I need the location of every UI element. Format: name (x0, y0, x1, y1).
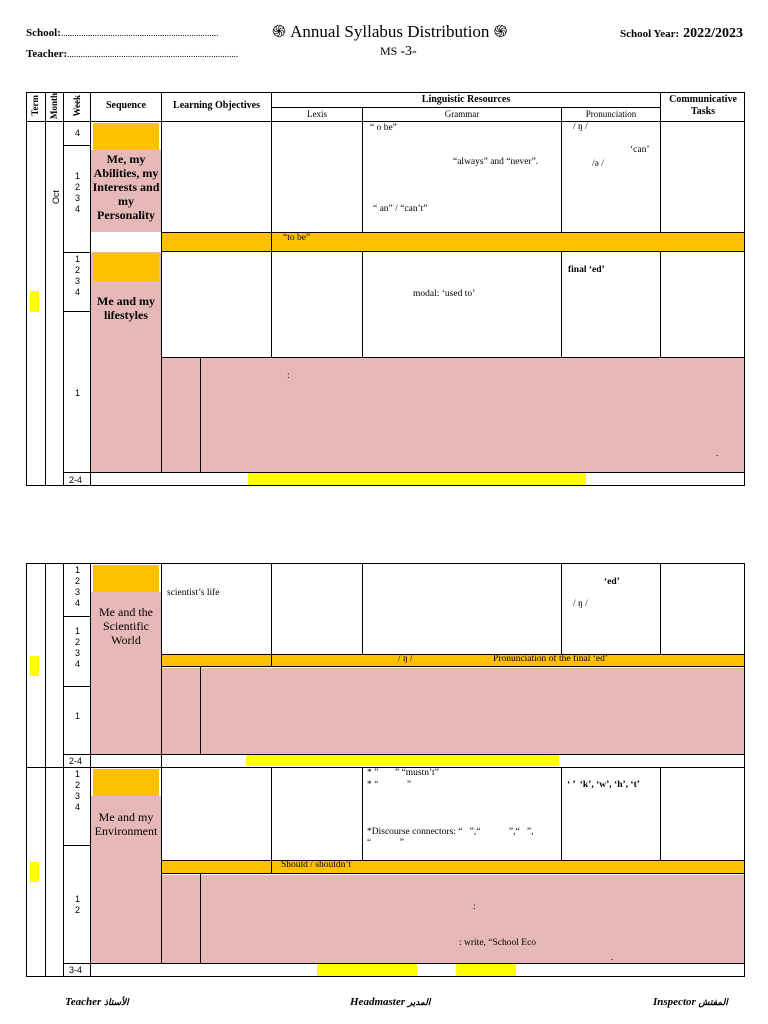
month-oct: Oct (51, 190, 61, 205)
grammar-mustnt: * ” ” “mustn’t” (367, 768, 439, 778)
sequence-highlight (93, 123, 159, 150)
page-title: ֍ Annual Syllabus Distribution ֍ (272, 22, 508, 41)
bar-to-be: “to be” (283, 233, 311, 243)
integration-bar (161, 860, 745, 874)
teacher-label: Teacher:............................................................................ (26, 48, 239, 60)
sequence-highlight (93, 769, 159, 796)
col-term: Term (30, 95, 40, 116)
assessment-bar (246, 755, 559, 766)
grammar-always-never: “always” and “never”. (453, 157, 539, 167)
bar-ng: / ŋ / (398, 654, 413, 664)
term-marker (30, 291, 39, 312)
pron-can: ‘can’ (630, 145, 650, 155)
week-number: 1 (75, 388, 81, 398)
grammar-used-to: modal: ‘used to’ (413, 289, 476, 299)
week-range: 3-4 (69, 965, 83, 975)
level: MS -3- (380, 44, 417, 59)
week-list: 1 2 3 4 (75, 769, 81, 812)
project-area (162, 668, 744, 754)
week-list: 1 2 (75, 894, 81, 915)
footer-headmaster: Headmaster المدير (350, 996, 431, 1008)
week-list: 1 2 3 4 (75, 626, 81, 669)
pron-ng: / ŋ / (573, 122, 588, 132)
sequence-highlight (93, 253, 159, 281)
grammar-line-4: “ ” (367, 838, 404, 848)
grammar-line-2: * “ ” (367, 780, 412, 790)
project-area (162, 358, 744, 472)
col-grammar: Grammar (444, 109, 480, 119)
pron-ed: ‘ed’ (604, 577, 620, 587)
spiral-icon: ֍ (272, 22, 286, 41)
week-number: 1 (75, 711, 81, 721)
grammar-can: “ an” / “can’t” (373, 204, 428, 214)
pron-ng: / ŋ / (573, 599, 588, 609)
bar-final-ed: Pronunciation of the final ‘ed’ (493, 654, 609, 664)
integration-bar (161, 232, 745, 252)
project-school-eco: : write, “School Eco (459, 938, 537, 948)
project-area (162, 875, 744, 963)
grammar-connectors: *Discourse connectors: “ ”,“ ”,“ ”, (367, 827, 534, 837)
assessment-bar (248, 473, 586, 485)
school-label: School:...................................................................... (26, 27, 219, 39)
sequence-highlight (93, 565, 159, 592)
pron-final-ed: final ‘ed’ (568, 265, 605, 275)
sequence-4: Me and my Environment (94, 810, 158, 838)
sequence-1: Me, my Abilities, my Interests and my Personality (92, 152, 160, 222)
week-number: 4 (75, 128, 81, 138)
week-list: 1 2 3 4 (75, 565, 81, 608)
pron-schwa: /ə / (592, 159, 604, 169)
project-text: : (473, 902, 476, 912)
col-linguistic: Linguistic Resources (421, 94, 511, 105)
week-list: 1 2 3 4 (75, 254, 81, 297)
bar-should: Should / shouldn’t (281, 860, 352, 870)
sequence-2: Me and my lifestyles (97, 294, 155, 322)
project-text: : (287, 371, 290, 381)
assessment-bar (456, 964, 516, 976)
col-sequence: Sequence (106, 100, 146, 111)
objective-scientist: scientist’s life (167, 588, 220, 598)
col-month: Month (49, 93, 59, 120)
project-dot: . (716, 449, 719, 459)
footer-inspector: Inspector المفتش (653, 996, 728, 1008)
term-marker (30, 656, 39, 676)
assessment-bar (317, 964, 417, 976)
col-week: Week (72, 95, 82, 117)
col-pronunciation: Pronunciation (585, 109, 637, 119)
week-range: 2-4 (69, 756, 83, 766)
week-range: 2-4 (69, 475, 83, 485)
col-comm-tasks: Communicative Tasks (669, 94, 737, 117)
grammar-to-be: “ o be” (370, 123, 397, 133)
col-lexis: Lexis (307, 109, 327, 119)
pron-silent-letters: ‘ ’ ‘k’, ‘w’, ‘h’, ‘t’ (567, 780, 640, 790)
integration-bar (161, 654, 745, 667)
term-marker (30, 862, 39, 882)
col-objectives: Learning Objectives (173, 100, 260, 111)
footer-teacher: Teacher الأستاذ (65, 996, 129, 1008)
project-dot: . (611, 953, 614, 963)
week-list: 1 2 3 4 (75, 171, 81, 214)
school-year: School Year: 2022/2023 (620, 26, 744, 41)
spiral-icon: ֍ (493, 22, 508, 41)
sequence-3: Me and the Scientific World (99, 605, 153, 647)
